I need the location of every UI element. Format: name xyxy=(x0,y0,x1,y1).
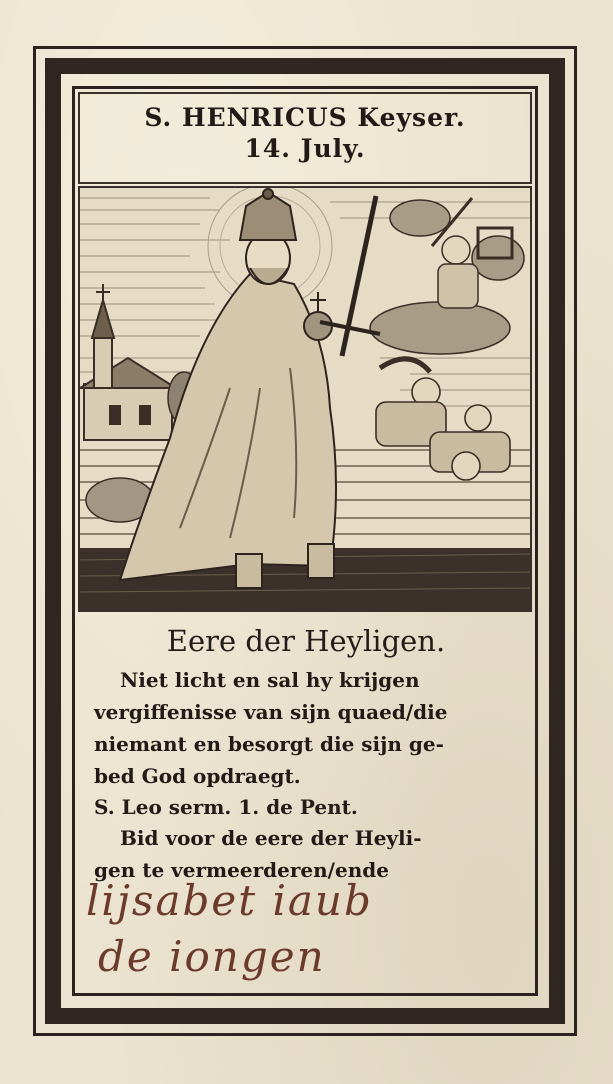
body-line: Niet licht en sal hy krijgen xyxy=(120,668,420,692)
cloud-with-angel xyxy=(370,198,524,354)
handwritten-inscription xyxy=(80,866,532,996)
body-line: vergiffenisse van sijn quaed/die xyxy=(94,700,448,724)
fallen-enemies xyxy=(376,359,510,480)
saint-henricus-engraving xyxy=(80,188,530,610)
citation: S. Leo serm. 1. de Pent. xyxy=(94,795,358,819)
title-panel xyxy=(78,92,532,184)
body-line: Bid voor de eere der Heyli- xyxy=(120,826,422,850)
card-title: S. HENRICUS Keyser. xyxy=(144,103,466,132)
body-line: gen te vermeerderen/ende xyxy=(94,858,389,882)
handwriting-line: lijsabet iaub xyxy=(86,876,373,925)
body-line: bed God opdraegt. xyxy=(94,764,301,788)
engraving-illustration xyxy=(78,186,532,612)
feast-date: 14. July. xyxy=(244,134,366,164)
body-line: niemant en besorgt die sijn ge- xyxy=(94,732,444,756)
section-heading: Eere der Heyligen. xyxy=(166,624,446,658)
church xyxy=(80,284,176,440)
handwriting-line: de iongen xyxy=(98,932,326,981)
